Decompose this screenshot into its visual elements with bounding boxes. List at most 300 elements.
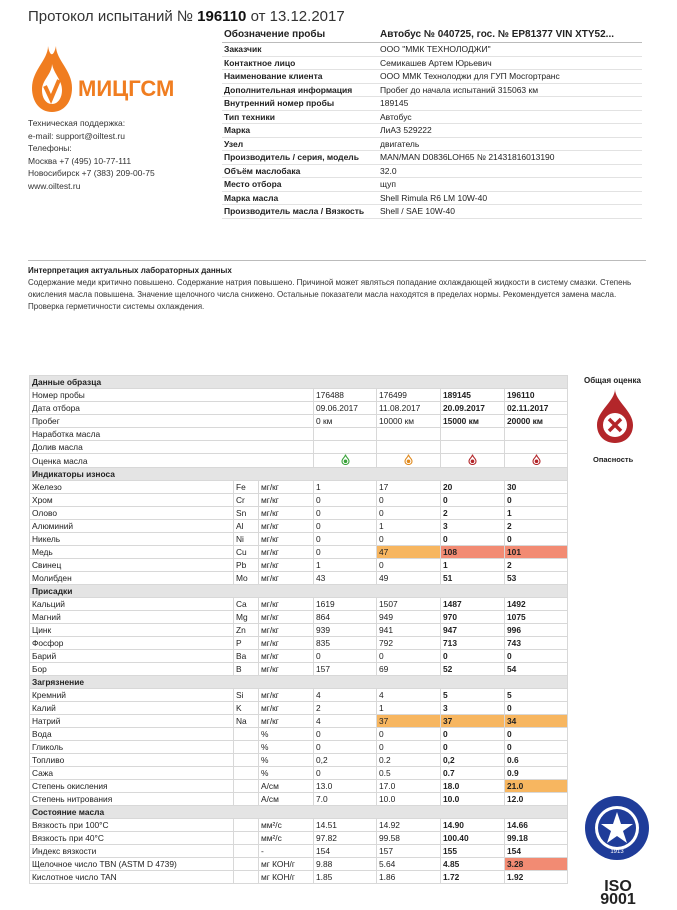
value-cell: 743 bbox=[505, 637, 568, 650]
unit: % bbox=[259, 728, 314, 741]
value-cell: 939 bbox=[314, 624, 377, 637]
unit: мм²/с bbox=[259, 819, 314, 832]
element-symbol bbox=[234, 741, 259, 754]
svg-text:1913: 1913 bbox=[610, 849, 624, 855]
info-value: Пробег до начала испытаний 315063 км bbox=[378, 83, 642, 97]
info-row bbox=[222, 43, 642, 57]
result-row bbox=[30, 702, 568, 715]
element-symbol: Fe bbox=[234, 481, 259, 494]
section-header-row bbox=[30, 468, 568, 481]
info-row bbox=[222, 164, 642, 178]
unit: мг/кг bbox=[259, 663, 314, 676]
info-row bbox=[222, 124, 642, 138]
result-row bbox=[30, 481, 568, 494]
value-cell: 20000 км bbox=[505, 415, 568, 428]
element-symbol: Cu bbox=[234, 546, 259, 559]
value-cell: 10000 км bbox=[377, 415, 441, 428]
result-row bbox=[30, 728, 568, 741]
unit: мг/кг bbox=[259, 637, 314, 650]
value-cell: 2 bbox=[314, 702, 377, 715]
parameter-name: Никель bbox=[30, 533, 234, 546]
value-cell: 18.0 bbox=[441, 780, 505, 793]
value-cell: 10.0 bbox=[441, 793, 505, 806]
value-cell: 7.0 bbox=[314, 793, 377, 806]
parameter-name: Вязкость при 40°С bbox=[30, 832, 234, 845]
value-cell: 0 bbox=[314, 520, 377, 533]
value-cell: 0 bbox=[377, 533, 441, 546]
value-cell: 157 bbox=[377, 845, 441, 858]
parameter-name: Топливо bbox=[30, 754, 234, 767]
value-cell: 1492 bbox=[505, 598, 568, 611]
value-cell: 155 bbox=[441, 845, 505, 858]
value-cell: 996 bbox=[505, 624, 568, 637]
value-cell: 0 bbox=[314, 533, 377, 546]
value-cell bbox=[505, 428, 568, 441]
parameter-name: Барий bbox=[30, 650, 234, 663]
result-row bbox=[30, 507, 568, 520]
value-cell: 37 bbox=[441, 715, 505, 728]
result-row bbox=[30, 494, 568, 507]
danger-drop-icon bbox=[532, 454, 541, 465]
parameter-name: Сажа bbox=[30, 767, 234, 780]
value-cell: 1075 bbox=[505, 611, 568, 624]
value-cell: 835 bbox=[314, 637, 377, 650]
info-value: ЛиАЗ 529222 bbox=[378, 124, 642, 138]
value-cell: 43 bbox=[314, 572, 377, 585]
website-link[interactable]: www.oiltest.ru bbox=[28, 180, 81, 191]
parameter-name: Индекс вязкости bbox=[30, 845, 234, 858]
value-cell: 14.51 bbox=[314, 819, 377, 832]
value-cell: 0 bbox=[505, 702, 568, 715]
value-cell: 5.64 bbox=[377, 858, 441, 871]
danger-drop-icon bbox=[468, 454, 477, 465]
unit: мг КОН/г bbox=[259, 871, 314, 884]
result-row bbox=[30, 780, 568, 793]
info-key: Заказчик bbox=[222, 43, 378, 57]
value-cell: 4 bbox=[314, 715, 377, 728]
info-value: щуп bbox=[378, 178, 642, 192]
parameter-name: Алюминий bbox=[30, 520, 234, 533]
parameter-name: Натрий bbox=[30, 715, 234, 728]
value-cell: 1 bbox=[314, 481, 377, 494]
value-cell: 0 bbox=[377, 728, 441, 741]
parameter-name: Бор bbox=[30, 663, 234, 676]
parameter-name: Фосфор bbox=[30, 637, 234, 650]
value-cell bbox=[441, 441, 505, 454]
info-key: Производитель / серия, модель bbox=[222, 151, 378, 165]
element-symbol bbox=[234, 832, 259, 845]
sample-info-table bbox=[222, 27, 642, 219]
parameter-name: Кислотное число TAN bbox=[30, 871, 234, 884]
unit: мг/кг bbox=[259, 481, 314, 494]
section-title: Загрязнение bbox=[30, 676, 568, 689]
element-symbol: Zn bbox=[234, 624, 259, 637]
value-cell: 196110 bbox=[505, 389, 568, 402]
good-drop-icon bbox=[341, 454, 350, 465]
value-cell: 14.66 bbox=[505, 819, 568, 832]
value-cell: 97.82 bbox=[314, 832, 377, 845]
unit: мг/кг bbox=[259, 702, 314, 715]
result-row bbox=[30, 858, 568, 871]
value-cell: 970 bbox=[441, 611, 505, 624]
interpretation-text: Содержание меди критично повышено. Содержание натрия повышено. Причиной может являться попадание охлаждающей жидкости в систему смазки. Степень окисления масла повышена. Значение щелочного числа снижено. Остальные показатели масла находятся в пределах нормы. Рекомендуется замена масла. Проверка герметичности системы охлаждения. bbox=[28, 278, 632, 311]
value-cell: 37 bbox=[377, 715, 441, 728]
value-cell: 14.92 bbox=[377, 819, 441, 832]
value-cell: 11.08.2017 bbox=[377, 402, 441, 415]
value-cell: 0 bbox=[377, 507, 441, 520]
value-cell: 1 bbox=[377, 520, 441, 533]
section-title: Индикаторы износа bbox=[30, 468, 568, 481]
value-cell: 09.06.2017 bbox=[314, 402, 377, 415]
element-symbol: Ca bbox=[234, 598, 259, 611]
oil-rating-row bbox=[30, 454, 568, 468]
value-cell: 20 bbox=[441, 481, 505, 494]
info-key: Контактное лицо bbox=[222, 56, 378, 70]
value-cell bbox=[377, 441, 441, 454]
result-row bbox=[30, 832, 568, 845]
value-cell: 9.88 bbox=[314, 858, 377, 871]
value-cell: 157 bbox=[314, 663, 377, 676]
rating-cell bbox=[314, 454, 377, 468]
value-cell: 12.0 bbox=[505, 793, 568, 806]
value-cell: 0 bbox=[314, 507, 377, 520]
result-row bbox=[30, 741, 568, 754]
value-cell: 4.85 bbox=[441, 858, 505, 871]
value-cell: 792 bbox=[377, 637, 441, 650]
value-cell: 4 bbox=[314, 689, 377, 702]
value-cell: 154 bbox=[505, 845, 568, 858]
value-cell: 108 bbox=[441, 546, 505, 559]
rating-cell bbox=[505, 454, 568, 468]
element-symbol: K bbox=[234, 702, 259, 715]
parameter-name: Долив масла bbox=[30, 441, 314, 454]
sample-row bbox=[30, 415, 568, 428]
value-cell: 0 bbox=[505, 650, 568, 663]
value-cell: 0 bbox=[314, 494, 377, 507]
result-row bbox=[30, 559, 568, 572]
result-row bbox=[30, 546, 568, 559]
parameter-name: Дата отбора bbox=[30, 402, 314, 415]
page-title: Протокол испытаний № 196110 от 13.12.2017 bbox=[28, 8, 345, 25]
info-value: 32.0 bbox=[378, 164, 642, 178]
parameter-name: Молибден bbox=[30, 572, 234, 585]
info-value: MAN/MAN D0836LOH65 № 21431816013190 bbox=[378, 151, 642, 165]
value-cell: 0 bbox=[505, 741, 568, 754]
value-cell: 154 bbox=[314, 845, 377, 858]
parameter-name: Олово bbox=[30, 507, 234, 520]
parameter-name: Медь bbox=[30, 546, 234, 559]
element-symbol bbox=[234, 871, 259, 884]
result-row bbox=[30, 845, 568, 858]
result-row bbox=[30, 754, 568, 767]
result-row bbox=[30, 793, 568, 806]
value-cell: 0 bbox=[314, 728, 377, 741]
result-row bbox=[30, 598, 568, 611]
result-row bbox=[30, 650, 568, 663]
result-row bbox=[30, 637, 568, 650]
section-header-row bbox=[30, 806, 568, 819]
unit: А/см bbox=[259, 780, 314, 793]
value-cell: 2 bbox=[505, 559, 568, 572]
support-email[interactable]: e-mail: support@oiltest.ru bbox=[28, 130, 125, 141]
value-cell: 101 bbox=[505, 546, 568, 559]
value-cell bbox=[314, 428, 377, 441]
value-cell: 1 bbox=[505, 507, 568, 520]
value-cell: 0 bbox=[314, 741, 377, 754]
sample-row bbox=[30, 389, 568, 402]
info-value: Семикашев Артем Юрьевич bbox=[378, 56, 642, 70]
result-row bbox=[30, 767, 568, 780]
sample-row bbox=[30, 402, 568, 415]
value-cell: 2 bbox=[441, 507, 505, 520]
unit: мг/кг bbox=[259, 533, 314, 546]
value-cell: 0.9 bbox=[505, 767, 568, 780]
parameter-name: Железо bbox=[30, 481, 234, 494]
unit: мг/кг bbox=[259, 624, 314, 637]
element-symbol: Si bbox=[234, 689, 259, 702]
result-row bbox=[30, 533, 568, 546]
value-cell: 941 bbox=[377, 624, 441, 637]
unit: мг/кг bbox=[259, 611, 314, 624]
value-cell: 5 bbox=[505, 689, 568, 702]
value-cell: 1487 bbox=[441, 598, 505, 611]
info-key: Объём маслобака bbox=[222, 164, 378, 178]
company-logo bbox=[26, 44, 206, 114]
element-symbol: Mg bbox=[234, 611, 259, 624]
info-value: Shell Rimula R6 LM 10W-40 bbox=[378, 191, 642, 205]
parameter-name: Вязкость при 100°С bbox=[30, 819, 234, 832]
element-symbol: Na bbox=[234, 715, 259, 728]
value-cell: 99.58 bbox=[377, 832, 441, 845]
info-row bbox=[222, 83, 642, 97]
value-cell: 51 bbox=[441, 572, 505, 585]
value-cell: 0 bbox=[441, 650, 505, 663]
value-cell: 17 bbox=[377, 481, 441, 494]
info-key: Марка bbox=[222, 124, 378, 138]
value-cell: 49 bbox=[377, 572, 441, 585]
support-info: Техническая поддержка: e-mail: support@oiltest.ru Телефоны: Москва +7 (495) 10-77-111 Новосибирск +7 (383) 209-00-75 www.oiltest.ru bbox=[28, 118, 155, 191]
value-cell: 713 bbox=[441, 637, 505, 650]
value-cell: 4 bbox=[377, 689, 441, 702]
value-cell: 1.72 bbox=[441, 871, 505, 884]
value-cell: 1507 bbox=[377, 598, 441, 611]
unit: А/см bbox=[259, 793, 314, 806]
warning-drop-icon bbox=[404, 454, 413, 465]
info-key: Внутренний номер пробы bbox=[222, 97, 378, 111]
result-row bbox=[30, 663, 568, 676]
value-cell: 864 bbox=[314, 611, 377, 624]
value-cell: 100.40 bbox=[441, 832, 505, 845]
sample-row bbox=[30, 428, 568, 441]
parameter-name: Магний bbox=[30, 611, 234, 624]
certification-seal bbox=[584, 795, 650, 861]
unit: - bbox=[259, 845, 314, 858]
parameter-name: Кремний bbox=[30, 689, 234, 702]
value-cell: 0 км bbox=[314, 415, 377, 428]
parameter-name: Степень окисления bbox=[30, 780, 234, 793]
unit: мг КОН/г bbox=[259, 858, 314, 871]
section-header-row bbox=[30, 376, 568, 389]
info-row bbox=[222, 70, 642, 84]
info-key: Тип техники bbox=[222, 110, 378, 124]
value-cell: 0,2 bbox=[441, 754, 505, 767]
element-symbol bbox=[234, 780, 259, 793]
value-cell: 0 bbox=[314, 767, 377, 780]
section-header-row bbox=[30, 585, 568, 598]
info-value: ООО ММК Технолоджи для ГУП Мосгортранс bbox=[378, 70, 642, 84]
sample-row bbox=[30, 441, 568, 454]
element-symbol: Pb bbox=[234, 559, 259, 572]
parameter-name: Цинк bbox=[30, 624, 234, 637]
value-cell: 0 bbox=[377, 741, 441, 754]
value-cell: 947 bbox=[441, 624, 505, 637]
unit: % bbox=[259, 754, 314, 767]
result-row bbox=[30, 624, 568, 637]
value-cell: 99.18 bbox=[505, 832, 568, 845]
info-row bbox=[222, 178, 642, 192]
value-cell: 0.2 bbox=[377, 754, 441, 767]
unit: мг/кг bbox=[259, 507, 314, 520]
unit: мг/кг bbox=[259, 559, 314, 572]
parameter-name: Щелочное число TBN (ASTM D 4739) bbox=[30, 858, 234, 871]
result-row bbox=[30, 520, 568, 533]
value-cell: 30 bbox=[505, 481, 568, 494]
element-symbol: Mo bbox=[234, 572, 259, 585]
element-symbol bbox=[234, 728, 259, 741]
value-cell: 0,2 bbox=[314, 754, 377, 767]
value-cell: 0.6 bbox=[505, 754, 568, 767]
value-cell: 0.5 bbox=[377, 767, 441, 780]
info-key: Марка масла bbox=[222, 191, 378, 205]
info-key: Дополнительная информация bbox=[222, 83, 378, 97]
danger-drop-icon bbox=[594, 387, 636, 445]
result-row bbox=[30, 572, 568, 585]
value-cell: 189145 bbox=[441, 389, 505, 402]
rating-cell bbox=[377, 454, 441, 468]
info-row bbox=[222, 97, 642, 111]
unit: % bbox=[259, 741, 314, 754]
rating-cell bbox=[441, 454, 505, 468]
unit: мг/кг bbox=[259, 520, 314, 533]
parameter-name: Свинец bbox=[30, 559, 234, 572]
info-row bbox=[222, 56, 642, 70]
value-cell: 0 bbox=[377, 559, 441, 572]
value-cell: 0 bbox=[441, 728, 505, 741]
value-cell: 17.0 bbox=[377, 780, 441, 793]
parameter-name: Оценка масла bbox=[30, 454, 314, 468]
value-cell: 3.28 bbox=[505, 858, 568, 871]
iso-9001-logo: ISO 9001 bbox=[600, 880, 636, 908]
section-title: Присадки bbox=[30, 585, 568, 598]
element-symbol bbox=[234, 793, 259, 806]
phone-moscow: Москва +7 (495) 10-77-111 bbox=[28, 155, 132, 166]
section-title: Данные образца bbox=[30, 376, 568, 389]
value-cell: 1.92 bbox=[505, 871, 568, 884]
value-cell: 54 bbox=[505, 663, 568, 676]
value-cell: 52 bbox=[441, 663, 505, 676]
value-cell: 20.09.2017 bbox=[441, 402, 505, 415]
info-row bbox=[222, 191, 642, 205]
overall-rating-label: Опасность bbox=[593, 455, 634, 464]
element-symbol bbox=[234, 845, 259, 858]
value-cell: 1.86 bbox=[377, 871, 441, 884]
parameter-name: Номер пробы bbox=[30, 389, 314, 402]
element-symbol bbox=[234, 767, 259, 780]
results-table bbox=[29, 375, 568, 884]
element-symbol: Sn bbox=[234, 507, 259, 520]
value-cell: 10.0 bbox=[377, 793, 441, 806]
value-cell: 0.7 bbox=[441, 767, 505, 780]
info-value: двигатель bbox=[378, 137, 642, 151]
result-row bbox=[30, 689, 568, 702]
value-cell bbox=[314, 441, 377, 454]
value-cell: 1 bbox=[377, 702, 441, 715]
element-symbol bbox=[234, 754, 259, 767]
value-cell: 21.0 bbox=[505, 780, 568, 793]
value-cell: 0 bbox=[314, 546, 377, 559]
info-value: 189145 bbox=[378, 97, 642, 111]
result-row bbox=[30, 819, 568, 832]
info-row bbox=[222, 110, 642, 124]
value-cell: 15000 км bbox=[441, 415, 505, 428]
value-cell: 02.11.2017 bbox=[505, 402, 568, 415]
element-symbol: Cr bbox=[234, 494, 259, 507]
value-cell: 5 bbox=[441, 689, 505, 702]
value-cell: 1 bbox=[314, 559, 377, 572]
element-symbol bbox=[234, 819, 259, 832]
divider bbox=[28, 260, 646, 261]
value-cell: 1.85 bbox=[314, 871, 377, 884]
parameter-name: Вода bbox=[30, 728, 234, 741]
unit: мг/кг bbox=[259, 494, 314, 507]
value-cell: 176499 bbox=[377, 389, 441, 402]
value-cell: 0 bbox=[505, 494, 568, 507]
element-symbol: Ba bbox=[234, 650, 259, 663]
info-row bbox=[222, 151, 642, 165]
element-symbol: Ni bbox=[234, 533, 259, 546]
unit: мг/кг bbox=[259, 598, 314, 611]
value-cell: 949 bbox=[377, 611, 441, 624]
value-cell: 3 bbox=[441, 702, 505, 715]
value-cell: 69 bbox=[377, 663, 441, 676]
element-symbol: Al bbox=[234, 520, 259, 533]
value-cell bbox=[377, 428, 441, 441]
logo-text: МИЦГСМ bbox=[78, 76, 175, 101]
info-value: Автобус bbox=[378, 110, 642, 124]
value-cell: 176488 bbox=[314, 389, 377, 402]
element-symbol: P bbox=[234, 637, 259, 650]
info-row bbox=[222, 205, 642, 219]
value-cell: 53 bbox=[505, 572, 568, 585]
value-cell: 0 bbox=[441, 533, 505, 546]
unit: мг/кг bbox=[259, 546, 314, 559]
info-row bbox=[222, 27, 642, 43]
result-row bbox=[30, 611, 568, 624]
protocol-number: 196110 bbox=[197, 8, 247, 25]
value-cell: 0 bbox=[314, 650, 377, 663]
info-key: Узел bbox=[222, 137, 378, 151]
value-cell: 1619 bbox=[314, 598, 377, 611]
section-header-row bbox=[30, 676, 568, 689]
result-row bbox=[30, 715, 568, 728]
value-cell: 0 bbox=[441, 494, 505, 507]
unit: % bbox=[259, 767, 314, 780]
info-key: Производитель масла / Вязкость bbox=[222, 205, 378, 219]
value-cell: 3 bbox=[441, 520, 505, 533]
parameter-name: Степень нитрования bbox=[30, 793, 234, 806]
info-row bbox=[222, 137, 642, 151]
parameter-name: Хром bbox=[30, 494, 234, 507]
